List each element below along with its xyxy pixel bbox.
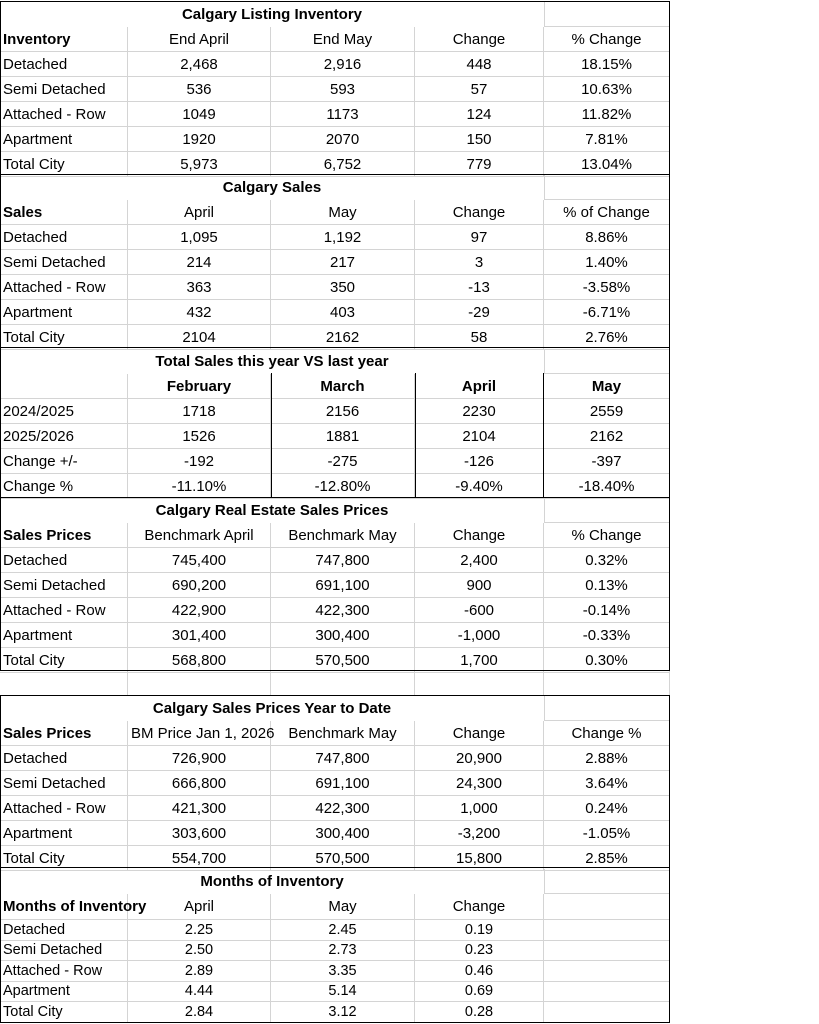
sales-table-row	[0, 300, 670, 325]
prices-cell-col1[interactable]: Total City	[0, 648, 128, 673]
sales-cell-col5[interactable]: -3.58%	[544, 275, 670, 300]
inventory-cell-col1[interactable]: Total City	[0, 152, 128, 177]
prices-header-col2[interactable]: Benchmark April	[128, 523, 271, 548]
empty-cell[interactable]	[128, 673, 271, 696]
ytd-cell-col1[interactable]: Apartment	[0, 821, 128, 846]
ytd-cell-col3[interactable]: 747,800	[271, 746, 415, 771]
prices-cell-col1[interactable]: Apartment	[0, 623, 128, 648]
sales-header-col5[interactable]: % of Change	[544, 200, 670, 225]
inventory-cell-col2[interactable]: 536	[128, 77, 271, 102]
inventory-cell-col4[interactable]: 150	[415, 127, 544, 152]
ytd-title: Calgary Sales Prices Year to Date	[152, 700, 392, 717]
sales-cell-col3[interactable]: 2162	[271, 325, 415, 350]
prices-cell-col5[interactable]: 0.30%	[544, 648, 670, 673]
months-table-row	[0, 920, 670, 941]
yoy-title: Total Sales this year VS last year	[155, 353, 389, 370]
ytd-cell-col3[interactable]: 422,300	[271, 796, 415, 821]
section-border	[0, 695, 670, 696]
yoy-table-row	[0, 449, 670, 474]
prices-header-col4[interactable]: Change	[415, 523, 544, 548]
prices-cell-col3[interactable]: 747,800	[271, 548, 415, 573]
prices-cell-col5[interactable]: 0.32%	[544, 548, 670, 573]
yoy-cell-col5[interactable]: -18.40%	[544, 474, 670, 499]
ytd-cell-col4[interactable]: 20,900	[415, 746, 544, 771]
months-cell-col2[interactable]: 2.50	[128, 941, 271, 962]
inventory-header-col4[interactable]: Change	[415, 27, 544, 52]
months-cell-col2[interactable]: 2.25	[128, 920, 271, 941]
months-cell-col1[interactable]: Semi Detached	[0, 941, 128, 962]
inventory-header-col1[interactable]: Inventory	[0, 27, 128, 52]
yoy-header-col3[interactable]: March	[271, 374, 415, 399]
inventory-cell-col5[interactable]: 11.82%	[544, 102, 670, 127]
sales-cell-col2[interactable]: 432	[128, 300, 271, 325]
prices-cell-col3[interactable]: 691,100	[271, 573, 415, 598]
sales-cell-col1[interactable]: Detached	[0, 225, 128, 250]
sales-title: Calgary Sales	[222, 179, 322, 196]
empty-cell[interactable]	[544, 349, 670, 374]
inventory-cell-col5[interactable]: 13.04%	[544, 152, 670, 177]
yoy-cell-col4[interactable]: 2230	[415, 399, 544, 424]
sales-cell-col2[interactable]: 214	[128, 250, 271, 275]
months-cell-col5[interactable]	[544, 982, 670, 1003]
ytd-header-row	[0, 721, 670, 746]
yoy-cell-col4[interactable]: 2104	[415, 424, 544, 449]
sales-cell-col4[interactable]: -13	[415, 275, 544, 300]
yoy-cell-col1[interactable]: 2025/2026	[0, 424, 128, 449]
sales-header-col3[interactable]: May	[271, 200, 415, 225]
sales-table-row	[0, 225, 670, 250]
months-header-col4[interactable]: Change	[415, 894, 544, 920]
ytd-table-row	[0, 771, 670, 796]
sales-cell-col3[interactable]: 1,192	[271, 225, 415, 250]
ytd-title-row	[0, 696, 670, 721]
months-cell-col1[interactable]: Detached	[0, 920, 128, 941]
inventory-cell-col1[interactable]: Semi Detached	[0, 77, 128, 102]
months-header-col1[interactable]: Months of Inventory	[0, 894, 128, 920]
months-cell-col3[interactable]: 3.12	[271, 1002, 415, 1023]
sales-table-row	[0, 275, 670, 300]
ytd-cell-col4[interactable]: 24,300	[415, 771, 544, 796]
inventory-cell-col2[interactable]: 1920	[128, 127, 271, 152]
yoy-cell-col2[interactable]: 1526	[128, 424, 271, 449]
ytd-cell-col1[interactable]: Total City	[0, 846, 128, 871]
yoy-cell-col2[interactable]: -11.10%	[128, 474, 271, 499]
sales-cell-col1[interactable]: Semi Detached	[0, 250, 128, 275]
prices-cell-col2[interactable]: 690,200	[128, 573, 271, 598]
yoy-cell-col5[interactable]: 2162	[544, 424, 670, 449]
inventory-cell-col3[interactable]: 593	[271, 77, 415, 102]
ytd-cell-col5[interactable]: 2.88%	[544, 746, 670, 771]
prices-cell-col3[interactable]: 570,500	[271, 648, 415, 673]
months-table-row	[0, 982, 670, 1003]
sales-cell-col1[interactable]: Apartment	[0, 300, 128, 325]
empty-cell[interactable]	[544, 498, 670, 523]
yoy-cell-col3[interactable]: 1881	[271, 424, 415, 449]
months-cell-col3[interactable]: 2.73	[271, 941, 415, 962]
ytd-header-col4[interactable]: Change	[415, 721, 544, 746]
sales-cell-col4[interactable]: 58	[415, 325, 544, 350]
section-border	[415, 373, 416, 497]
prices-title: Calgary Real Estate Sales Prices	[155, 502, 389, 519]
ytd-header-col1[interactable]: Sales Prices	[0, 721, 128, 746]
inventory-table-row	[0, 102, 670, 127]
ytd-cell-col1[interactable]: Semi Detached	[0, 771, 128, 796]
yoy-cell-col4[interactable]: -126	[415, 449, 544, 474]
ytd-cell-col3[interactable]: 691,100	[271, 771, 415, 796]
yoy-title-row	[0, 349, 670, 374]
empty-cell[interactable]	[544, 175, 670, 200]
prices-cell-col3[interactable]: 300,400	[271, 623, 415, 648]
prices-cell-col4[interactable]: 900	[415, 573, 544, 598]
sales-header-col1[interactable]: Sales	[0, 200, 128, 225]
inventory-cell-col4[interactable]: 779	[415, 152, 544, 177]
months-cell-col1[interactable]: Attached - Row	[0, 961, 128, 982]
yoy-cell-col1[interactable]: 2024/2025	[0, 399, 128, 424]
prices-cell-col3[interactable]: 422,300	[271, 598, 415, 623]
empty-cell[interactable]	[415, 673, 544, 696]
empty-cell[interactable]	[544, 673, 670, 696]
yoy-cell-col4[interactable]: -9.40%	[415, 474, 544, 499]
empty-cell[interactable]	[544, 869, 670, 894]
section-border	[0, 867, 670, 868]
months-cell-col1[interactable]: Total City	[0, 1002, 128, 1023]
inventory-cell-col2[interactable]: 1049	[128, 102, 271, 127]
prices-table-row	[0, 548, 670, 573]
section-border	[543, 373, 544, 497]
ytd-header-col3[interactable]: Benchmark May	[271, 721, 415, 746]
inventory-cell-col2[interactable]: 2,468	[128, 52, 271, 77]
inventory-cell-col3[interactable]: 2070	[271, 127, 415, 152]
months-cell-col5[interactable]	[544, 941, 670, 962]
yoy-cell-col1[interactable]: Change %	[0, 474, 128, 499]
ytd-cell-col2[interactable]: 421,300	[128, 796, 271, 821]
sales-cell-col3[interactable]: 350	[271, 275, 415, 300]
empty-cell[interactable]	[271, 673, 415, 696]
inventory-cell-col5[interactable]: 18.15%	[544, 52, 670, 77]
inventory-cell-col2[interactable]: 5,973	[128, 152, 271, 177]
months-table-row	[0, 1002, 670, 1023]
sales-table-row	[0, 250, 670, 275]
empty-cell[interactable]	[0, 673, 128, 696]
sales-cell-col3[interactable]: 217	[271, 250, 415, 275]
inventory-table-row	[0, 77, 670, 102]
months-cell-col3[interactable]: 5.14	[271, 982, 415, 1003]
empty-cell[interactable]	[544, 2, 670, 27]
section-border	[0, 1, 670, 2]
ytd-table-row	[0, 821, 670, 846]
yoy-header-col5[interactable]: May	[544, 374, 670, 399]
yoy-cell-col5[interactable]: -397	[544, 449, 670, 474]
inventory-cell-col5[interactable]: 7.81%	[544, 127, 670, 152]
section-border	[0, 347, 670, 348]
prices-cell-col2[interactable]: 422,900	[128, 598, 271, 623]
prices-cell-col4[interactable]: -1,000	[415, 623, 544, 648]
ytd-cell-col2[interactable]: 726,900	[128, 746, 271, 771]
inventory-cell-col4[interactable]: 448	[415, 52, 544, 77]
sales-cell-col2[interactable]: 1,095	[128, 225, 271, 250]
months-cell-col2[interactable]: 4.44	[128, 982, 271, 1003]
yoy-table-row	[0, 474, 670, 499]
ytd-cell-col3[interactable]: 570,500	[271, 846, 415, 871]
yoy-cell-col1[interactable]: Change +/-	[0, 449, 128, 474]
months-header-col5[interactable]	[544, 894, 670, 920]
inventory-cell-col1[interactable]: Detached	[0, 52, 128, 77]
prices-header-col3[interactable]: Benchmark May	[271, 523, 415, 548]
ytd-cell-col5[interactable]: 3.64%	[544, 771, 670, 796]
months-cell-col2[interactable]: 2.89	[128, 961, 271, 982]
ytd-cell-col2[interactable]: 554,700	[128, 846, 271, 871]
sales-header-row	[0, 200, 670, 225]
months-cell-col5[interactable]	[544, 920, 670, 941]
months-cell-col5[interactable]	[544, 1002, 670, 1023]
ytd-cell-col1[interactable]: Attached - Row	[0, 796, 128, 821]
sales-cell-col2[interactable]: 2104	[128, 325, 271, 350]
inventory-header-col3[interactable]: End May	[271, 27, 415, 52]
ytd-cell-col2[interactable]: 303,600	[128, 821, 271, 846]
months-cell-col3[interactable]: 3.35	[271, 961, 415, 982]
yoy-cell-col3[interactable]: -12.80%	[271, 474, 415, 499]
sales-header-col2[interactable]: April	[128, 200, 271, 225]
sales-cell-col5[interactable]: 8.86%	[544, 225, 670, 250]
inventory-cell-col1[interactable]: Apartment	[0, 127, 128, 152]
inventory-header-row	[0, 27, 670, 52]
months-table-row	[0, 961, 670, 982]
ytd-header-col2[interactable]: BM Price Jan 1, 2026	[128, 721, 271, 746]
ytd-cell-col4[interactable]: -3,200	[415, 821, 544, 846]
prices-cell-col5[interactable]: 0.13%	[544, 573, 670, 598]
prices-cell-col1[interactable]: Semi Detached	[0, 573, 128, 598]
sales-cell-col4[interactable]: 97	[415, 225, 544, 250]
section-border	[669, 1, 670, 670]
sales-cell-col4[interactable]: 3	[415, 250, 544, 275]
ytd-cell-col1[interactable]: Detached	[0, 746, 128, 771]
yoy-cell-col2[interactable]: -192	[128, 449, 271, 474]
prices-header-col5[interactable]: % Change	[544, 523, 670, 548]
months-header-col3[interactable]: May	[271, 894, 415, 920]
months-cell-col4[interactable]: 0.46	[415, 961, 544, 982]
months-title: Months of Inventory	[200, 873, 344, 890]
inventory-table-row	[0, 52, 670, 77]
inventory-title-row	[0, 2, 670, 27]
months-cell-col4[interactable]: 0.23	[415, 941, 544, 962]
inventory-cell-col3[interactable]: 6,752	[271, 152, 415, 177]
months-header-row	[0, 894, 670, 920]
ytd-cell-col5[interactable]: 0.24%	[544, 796, 670, 821]
prices-cell-col5[interactable]: -0.33%	[544, 623, 670, 648]
prices-cell-col2[interactable]: 301,400	[128, 623, 271, 648]
prices-header-row	[0, 523, 670, 548]
section-border	[271, 373, 272, 497]
prices-cell-col1[interactable]: Detached	[0, 548, 128, 573]
prices-table-row	[0, 573, 670, 598]
sales-header-col4[interactable]: Change	[415, 200, 544, 225]
inventory-table-row	[0, 127, 670, 152]
yoy-header-col1[interactable]	[0, 374, 128, 399]
months-cell-col5[interactable]	[544, 961, 670, 982]
empty-row	[0, 673, 670, 696]
prices-cell-col4[interactable]: 2,400	[415, 548, 544, 573]
inventory-cell-col3[interactable]: 2,916	[271, 52, 415, 77]
ytd-table-row	[0, 796, 670, 821]
months-cell-col4[interactable]: 0.28	[415, 1002, 544, 1023]
prices-cell-col2[interactable]: 568,800	[128, 648, 271, 673]
section-border	[0, 695, 1, 1022]
prices-cell-col5[interactable]: -0.14%	[544, 598, 670, 623]
section-border	[0, 497, 670, 498]
ytd-header-col5[interactable]: Change %	[544, 721, 670, 746]
ytd-table-row	[0, 746, 670, 771]
months-cell-col4[interactable]: 0.19	[415, 920, 544, 941]
ytd-cell-col5[interactable]: -1.05%	[544, 821, 670, 846]
inventory-cell-col4[interactable]: 124	[415, 102, 544, 127]
ytd-cell-col3[interactable]: 300,400	[271, 821, 415, 846]
yoy-header-col2[interactable]: February	[128, 374, 271, 399]
section-border	[0, 174, 670, 175]
yoy-cell-col2[interactable]: 1718	[128, 399, 271, 424]
inventory-cell-col4[interactable]: 57	[415, 77, 544, 102]
empty-cell[interactable]	[544, 696, 670, 721]
yoy-cell-col5[interactable]: 2559	[544, 399, 670, 424]
ytd-cell-col4[interactable]: 15,800	[415, 846, 544, 871]
months-cell-col4[interactable]: 0.69	[415, 982, 544, 1003]
section-border	[0, 670, 670, 671]
yoy-cell-col3[interactable]: 2156	[271, 399, 415, 424]
section-border	[0, 1, 1, 670]
months-table-row	[0, 941, 670, 962]
sales-cell-col3[interactable]: 403	[271, 300, 415, 325]
sales-cell-col5[interactable]: 1.40%	[544, 250, 670, 275]
yoy-header-row	[0, 374, 670, 399]
section-border	[0, 1022, 670, 1023]
section-border	[669, 695, 670, 1022]
yoy-table-row	[0, 424, 670, 449]
months-cell-col2[interactable]: 2.84	[128, 1002, 271, 1023]
yoy-cell-col3[interactable]: -275	[271, 449, 415, 474]
prices-header-col1[interactable]: Sales Prices	[0, 523, 128, 548]
inventory-title: Calgary Listing Inventory	[181, 6, 363, 23]
prices-table-row	[0, 623, 670, 648]
ytd-cell-col5[interactable]: 2.85%	[544, 846, 670, 871]
months-cell-col1[interactable]: Apartment	[0, 982, 128, 1003]
prices-title-row	[0, 498, 670, 523]
inventory-cell-col5[interactable]: 10.63%	[544, 77, 670, 102]
sales-cell-col4[interactable]: -29	[415, 300, 544, 325]
ytd-cell-col4[interactable]: 1,000	[415, 796, 544, 821]
inventory-cell-col1[interactable]: Attached - Row	[0, 102, 128, 127]
inventory-cell-col3[interactable]: 1173	[271, 102, 415, 127]
prices-cell-col1[interactable]: Attached - Row	[0, 598, 128, 623]
inventory-header-col2[interactable]: End April	[128, 27, 271, 52]
sales-cell-col5[interactable]: 2.76%	[544, 325, 670, 350]
sales-title-row	[0, 175, 670, 200]
yoy-table-row	[0, 399, 670, 424]
sales-cell-col5[interactable]: -6.71%	[544, 300, 670, 325]
sales-cell-col1[interactable]: Attached - Row	[0, 275, 128, 300]
months-header-col2[interactable]: April	[128, 894, 271, 920]
sales-cell-col2[interactable]: 363	[128, 275, 271, 300]
prices-table-row	[0, 598, 670, 623]
prices-cell-col4[interactable]: -600	[415, 598, 544, 623]
prices-cell-col2[interactable]: 745,400	[128, 548, 271, 573]
prices-cell-col4[interactable]: 1,700	[415, 648, 544, 673]
months-title-row	[0, 869, 670, 894]
months-cell-col3[interactable]: 2.45	[271, 920, 415, 941]
sales-cell-col1[interactable]: Total City	[0, 325, 128, 350]
inventory-header-col5[interactable]: % Change	[544, 27, 670, 52]
ytd-cell-col2[interactable]: 666,800	[128, 771, 271, 796]
yoy-header-col4[interactable]: April	[415, 374, 544, 399]
